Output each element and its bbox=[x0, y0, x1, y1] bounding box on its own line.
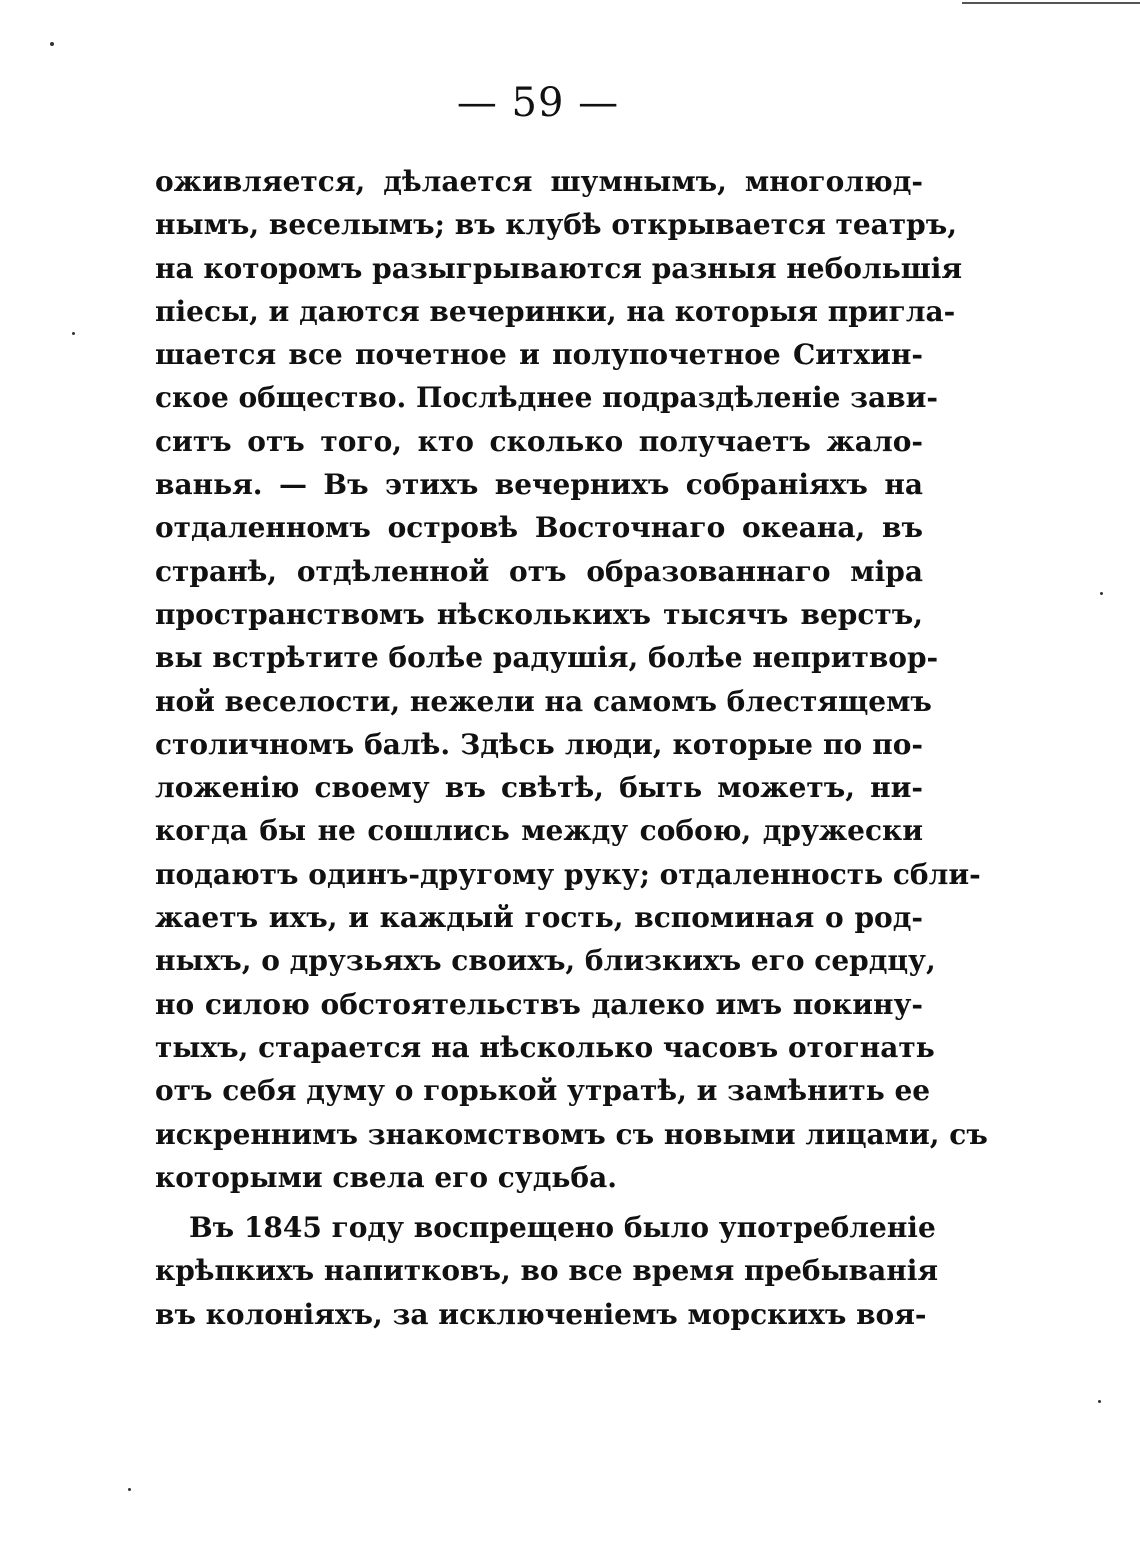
text-line: ложенію своему въ свѣтѣ, быть можетъ, ни- bbox=[155, 771, 923, 805]
paragraph bbox=[155, 1206, 939, 1336]
text-line: искреннимъ знакомствомъ съ новыми лицами, съ bbox=[155, 1117, 988, 1151]
text-line: вы встрѣтите болѣе радушія, болѣе непритвор- bbox=[155, 641, 939, 675]
scan-speck bbox=[50, 42, 54, 46]
text-line: піесы, и даются вечеринки, на которыя пригла- bbox=[155, 294, 956, 328]
text-line: отдаленномъ островѣ Восточнаго океана, въ bbox=[155, 511, 923, 545]
scan-edge-line bbox=[962, 2, 1140, 4]
body-text bbox=[155, 160, 988, 1336]
text-line: Въ 1845 году воспрещено было употребленіе bbox=[189, 1211, 936, 1245]
text-line: нымъ, веселымъ; въ клубѣ открывается театръ, bbox=[155, 208, 957, 242]
text-line: тыхъ, старается на нѣсколько часовъ отогнать bbox=[155, 1030, 935, 1064]
text-line: ситъ отъ того, кто сколько получаетъ жало- bbox=[155, 424, 923, 458]
scan-speck bbox=[72, 332, 75, 335]
text-line: оживляется, дѣлается шумнымъ, многолюд- bbox=[155, 165, 923, 198]
text-line: въ колоніяхъ, за исключеніемъ морскихъ воя- bbox=[155, 1297, 927, 1331]
text-line: на которомъ разыгрываются разныя небольшія bbox=[155, 251, 963, 285]
text-line: шается все почетное и полупочетное Ситхин- bbox=[155, 338, 923, 372]
text-line: жаетъ ихъ, и каждый гость, вспоминая о род- bbox=[155, 901, 923, 935]
text-line: пространствомъ нѣсколькихъ тысячъ верстъ, bbox=[155, 597, 923, 631]
text-line: которыми свела его судьба. bbox=[155, 1160, 617, 1194]
text-line: подаютъ одинъ-другому руку; отдаленность сбли- bbox=[155, 857, 981, 891]
text-line: когда бы не сошлись между собою, дружески bbox=[155, 814, 923, 848]
text-line: ское общество. Послѣднее подраздѣленіе зави- bbox=[155, 381, 939, 415]
text-line: странѣ, отдѣленной отъ образованнаго міра bbox=[155, 554, 923, 588]
text-line: ныхъ, о друзьяхъ своихъ, близкихъ его сердцу, bbox=[155, 944, 936, 978]
scan-speck bbox=[1100, 592, 1103, 595]
scan-speck bbox=[1098, 1400, 1101, 1403]
text-line: ванья. — Въ этихъ вечернихъ собраніяхъ на bbox=[155, 468, 923, 502]
text-line: крѣпкихъ напитковъ, во все время пребыванія bbox=[155, 1254, 939, 1288]
text-line: но силою обстоятельствъ далеко имъ покину- bbox=[155, 987, 923, 1021]
paragraph-gap bbox=[155, 1199, 923, 1206]
text-line: ной веселости, нежели на самомъ блестящемъ bbox=[155, 684, 932, 718]
text-line: столичномъ балѣ. Здѣсь люди, которые по по- bbox=[155, 727, 923, 761]
text-line: отъ себя думу о горькой утратѣ, и замѣнить ее bbox=[155, 1074, 931, 1108]
page-number: — 59 — bbox=[456, 80, 620, 126]
scan-speck bbox=[128, 1488, 131, 1491]
paragraph bbox=[155, 160, 988, 1199]
